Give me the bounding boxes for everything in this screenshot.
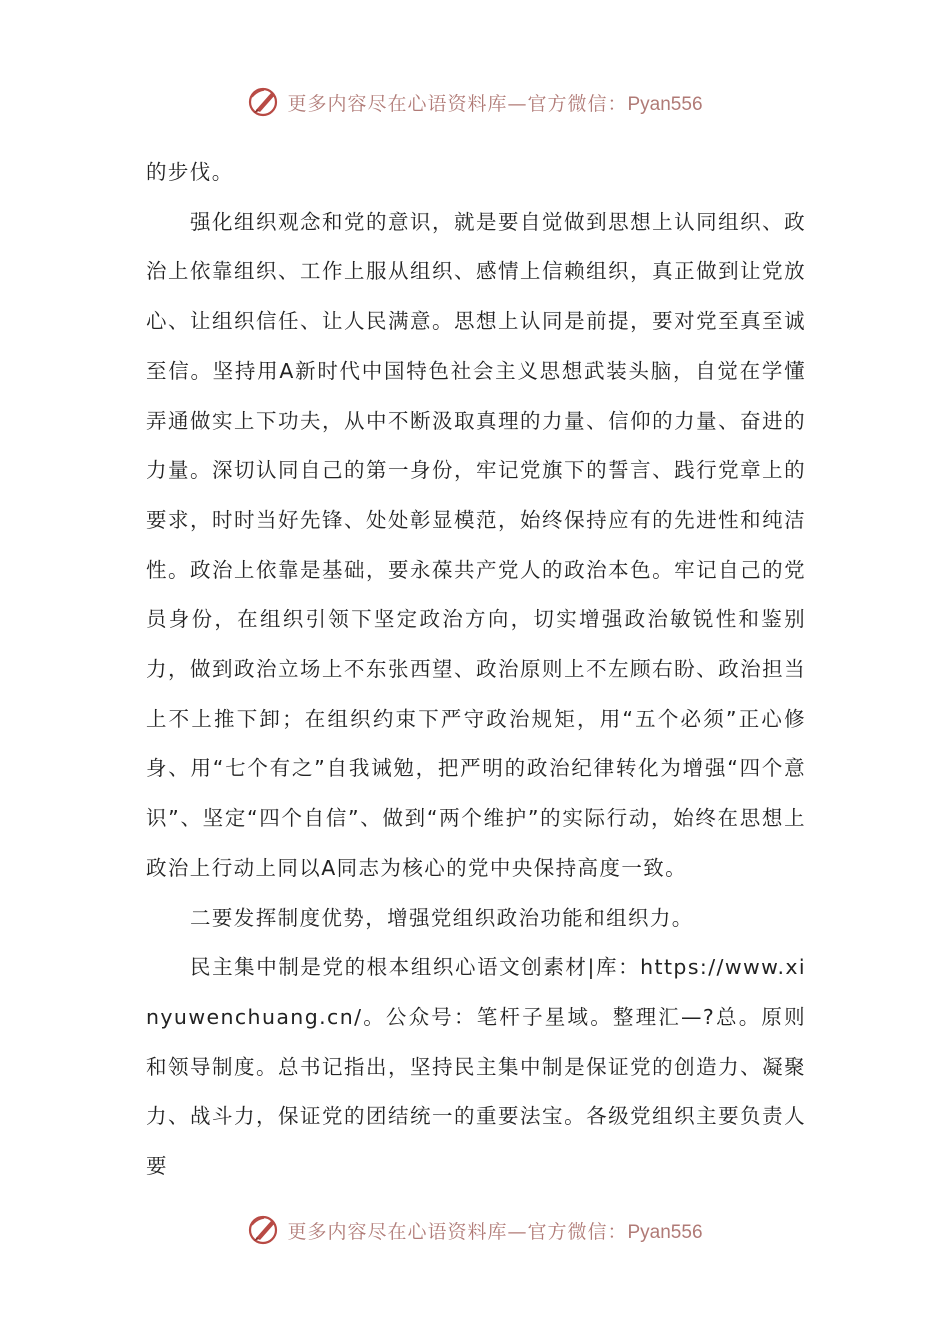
watermark-header (0, 82, 950, 122)
wechat-id: Pyan556 (627, 93, 703, 115)
section-heading: 二要发挥制度优势，增强党组织政治功能和组织力。 (190, 905, 694, 930)
paragraph-organization-awareness: 强化组织观念和党的意识，就是要自觉做到思想上认同组织、政治上依靠组织、工作上服从组织、感情上信赖组织，真正做到让党放心、让组织信任、让人民满意。思想上认同是前提，要对党至真至诚至信。坚持用A新时代中国特色社会主义思想武装头脑，自觉在学懂弄通做实上下功夫，从中不断汲取真理的力量、信仰的力量、奋进的力量。深切认同自己的第一身份，牢记党旗下的誓言、践行党章上的要求，时时当好先锋、处处彰显模范，始终保持应有的先进性和纯洁性。政治上依靠是基础，要永葆共产党人的政治本色。牢记自己的党员身份，在组织引领下坚定政治方向，切实增强政治敏锐性和鉴别力，做到政治立场上不东张西望、政治原则上不左顾右盼、政治担当上不上推下卸；在组织约束下严守政治规矩，用“五个必须”正心修身、用“七个有之”自我诫勉，把严明的政治纪律转化为增强“四个意识”、坚定“四个自信”、做到“两个维护”的实际行动，始终在思想上政治上行动上同以A同志为核心的党中央保持高度一致。 (146, 209, 806, 880)
document-body (146, 148, 806, 1192)
paragraph-democratic-centralism: 民主集中制是党的根本组织心语文创素材|库：https://www.xinyuwenchuang.cn/。公众号：笔杆子星域。整理汇—?总。原则和领导制度。总书记指出，坚持民主集中制是保证党的创造力、凝聚力、战斗力，保证党的团结统一的重要法宝。各级党组织主要负责人要 (146, 955, 806, 1179)
pen-logo-icon (247, 85, 281, 119)
watermark-text: 更多内容尽在心语资料库—官方微信：Pyan556 (287, 92, 703, 115)
watermark-text: 更多内容尽在心语资料库—官方微信：Pyan556 (287, 1220, 703, 1243)
wechat-id: Pyan556 (627, 1221, 703, 1243)
watermark-footer (0, 1210, 950, 1250)
paragraph-continuation: 的步伐。 (146, 160, 234, 184)
pen-logo-icon (247, 1213, 281, 1247)
